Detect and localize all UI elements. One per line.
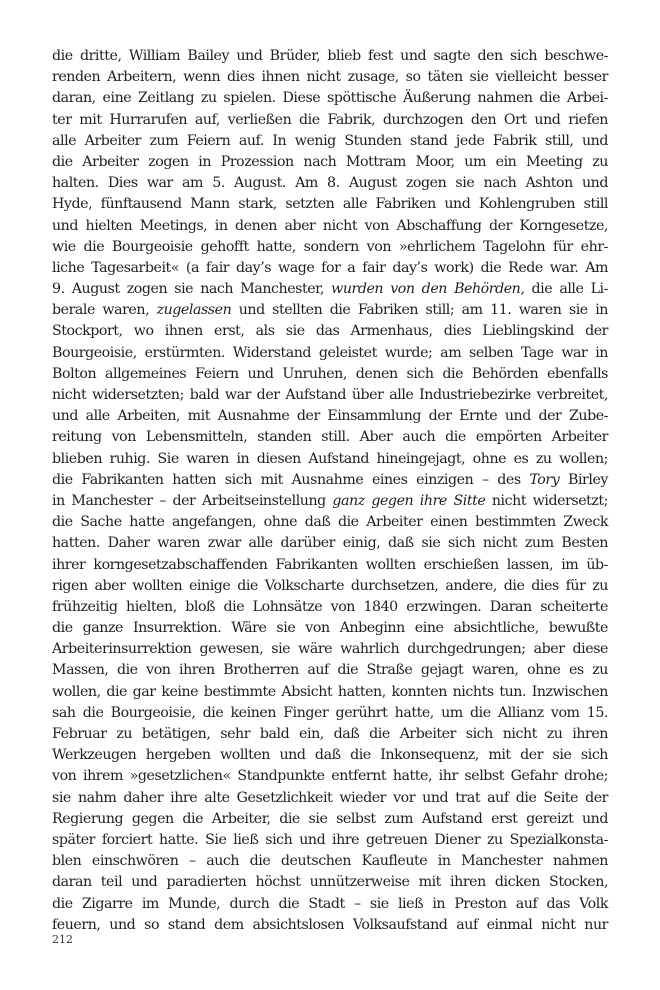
text-line <box>52 491 608 512</box>
text-line <box>52 766 608 787</box>
text-segment: und hielten Meetings, in denen aber nicht von Abschaffung der Korngesetze, <box>52 217 608 234</box>
text-segment: daran, eine Zeitlang zu spielen. Diese spöttische Äußerung nahmen die Arbei- <box>52 90 608 107</box>
text-line <box>52 427 608 448</box>
text-segment: rigen aber wollten einige die Volkscharte durchsetzen, andere, die dies für zu <box>52 577 608 594</box>
text-segment: blieben ruhig. Sie waren in diesen Aufstand hineingejagt, ohne es zu wollen; <box>52 450 608 467</box>
text-segment: Arbeiterinsurrektion gewesen, sie wäre wahrlich durchgedrungen; aber diese <box>52 641 608 658</box>
text-line <box>52 321 608 342</box>
page-number: 212 <box>52 933 73 946</box>
text-segment: berale waren, <box>52 302 157 319</box>
text-segment: 9. August zogen sie nach Manchester, <box>52 281 332 298</box>
text-segment: die ganze Insurrektion. Wäre sie von Anbeginn eine absichtliche, bewußte <box>52 620 608 637</box>
text-segment: in Manchester – der Arbeitseinstellung <box>52 492 333 509</box>
text-line <box>52 216 608 237</box>
text-line <box>52 237 608 258</box>
text-line <box>52 343 608 364</box>
text-line <box>52 364 608 385</box>
text-segment: Hyde, fünftausend Mann stark, setzten alle Fabriken und Kohlengruben still <box>52 196 608 213</box>
text-segment: nicht widersetzt; <box>485 492 609 509</box>
text-segment: die Fabrikanten hatten sich mit Ausnahme eines einzigen – des <box>52 471 530 488</box>
text-line <box>52 110 608 131</box>
text-line <box>52 173 608 194</box>
text-segment: daran teil und paradierten höchst unnützerweise mit ihren dicken Stocken, <box>52 874 608 891</box>
text-segment: Regierung gegen die Arbeiter, die sie selbst zum Aufstand erst gereizt und <box>52 810 608 827</box>
text-line <box>52 682 608 703</box>
text-line <box>52 258 608 279</box>
text-segment: wollen, die gar keine bestimmte Absicht hatten, konnten nichts tun. Inzwischen <box>52 683 608 700</box>
text-segment: die Arbeiter zogen in Prozession nach Mottram Moor, um ein Meeting zu <box>52 153 608 170</box>
text-line <box>52 576 608 597</box>
text-line <box>52 46 608 67</box>
text-segment: halten. Dies war am 5. August. Am 8. August zogen sie nach Ashton und <box>52 175 608 192</box>
text-line <box>52 131 608 152</box>
text-line <box>52 788 608 809</box>
text-line <box>52 385 608 406</box>
text-line <box>52 88 608 109</box>
text-segment: sie nahm daher ihre alte Gesetzlichkeit wieder vor und trat auf die Seite der <box>52 789 608 806</box>
text-segment: reitung von Lebensmitteln, standen still. Aber auch die empörten Arbeiter <box>52 429 608 446</box>
text-line <box>52 809 608 830</box>
text-line <box>52 406 608 427</box>
text-segment: ter mit Hurrarufen auf, verließen die Fabrik, durchzogen den Ort und riefen <box>52 111 608 128</box>
text-segment: nicht widersetzten; bald war der Aufstand über alle Industriebezirke verbreitet, <box>52 387 608 403</box>
text-segment: Werkzeugen hergeben wollten und daß die Inkonsequenz, mit der sie sich <box>52 747 608 764</box>
text-segment: die Zigarre im Munde, durch die Stadt – sie ließ in Preston auf das Volk <box>52 895 608 912</box>
text-line <box>52 618 608 639</box>
text-segment: Februar zu betätigen, sehr bald ein, daß die Arbeiter sich nicht zu ihren <box>52 726 608 742</box>
text-segment: wie die Bourgeoisie gehofft hatte, sondern von »ehrlichem Tagelohn für ehr- <box>52 238 608 255</box>
text-segment: feuern, und so stand dem absichtslosen Volksaufstand auf einmal nicht nur <box>52 916 608 933</box>
text-line <box>52 194 608 215</box>
body-text <box>52 46 608 936</box>
text-segment: die Sache hatte angefangen, ohne daß die Arbeiter einen bestimmten Zweck <box>52 514 608 531</box>
text-line <box>52 915 608 936</box>
text-line <box>52 724 608 745</box>
italic-emphasis: ganz gegen ihre Sitte <box>332 492 486 509</box>
text-line <box>52 470 608 491</box>
text-line <box>52 449 608 470</box>
text-segment: Bolton allgemeines Feiern und Unruhen, denen sich die Behörden ebenfalls <box>52 365 608 382</box>
text-segment: später forciert hatte. Sie ließ sich und ihre getreuen Diener zu Spezialkonsta- <box>52 831 608 848</box>
text-segment: ihrer korngesetzabschaffenden Fabrikanten wollten erschießen lassen, im üb- <box>52 556 608 573</box>
text-segment: die alle Li- <box>524 281 608 298</box>
text-segment: Stockport, wo ihnen erst, als sie das Armenhaus, dies Lieblingskind der <box>52 323 608 340</box>
text-line <box>52 830 608 851</box>
text-line <box>52 660 608 681</box>
text-segment: von ihrem »gesetzlichen« Standpunkte entfernt hatte, ihr selbst Gefahr drohe; <box>52 768 608 785</box>
text-line <box>52 745 608 766</box>
text-segment: blen einschwören – auch die deutschen Kaufleute in Manchester nahmen <box>52 853 608 870</box>
italic-emphasis: Tory <box>529 471 560 488</box>
text-segment: Massen, die von ihren Brotherren auf die Straße gejagt waren, ohne es zu <box>52 662 608 679</box>
text-segment: Birley <box>559 471 608 488</box>
text-line <box>52 851 608 872</box>
text-segment: sah die Bourgeoisie, die keinen Finger gerührt hatte, um die Allianz vom 15. <box>52 704 608 721</box>
text-segment: alle Arbeiter zum Feiern auf. In wenig Stunden stand jede Fabrik still, und <box>52 132 608 149</box>
text-segment: Bourgeoisie, erstürmten. Widerstand geleistet wurde; am selben Tage war in <box>52 344 608 361</box>
italic-emphasis: zugelassen <box>156 302 232 319</box>
text-line <box>52 894 608 915</box>
text-segment: renden Arbeitern, wenn dies ihnen nicht zusage, so täten sie vielleicht besser <box>52 69 608 86</box>
text-line <box>52 533 608 554</box>
text-line <box>52 67 608 88</box>
text-line <box>52 152 608 173</box>
text-segment: und alle Arbeiten, mit Ausnahme der Einsammlung der Ernte und der Zube- <box>52 408 608 425</box>
text-segment: frühzeitig hielten, bloß die Lohnsätze von 1840 erzwingen. Daran scheiterte <box>52 598 608 615</box>
text-line <box>52 639 608 660</box>
text-segment: und stellten die Fabriken still; am 11. waren sie in <box>231 302 608 319</box>
italic-emphasis: wurden von den Behörden, <box>331 281 525 298</box>
text-line <box>52 872 608 893</box>
text-line <box>52 703 608 724</box>
text-line <box>52 300 608 321</box>
text-segment: liche Tagesarbeit« (a fair day’s wage for a fair day’s work) die Rede war. Am <box>52 259 608 276</box>
text-line <box>52 555 608 576</box>
text-segment: die dritte, William Bailey und Brüder, blieb fest und sagte den sich beschwe- <box>52 48 608 64</box>
text-line <box>52 597 608 618</box>
text-line <box>52 512 608 533</box>
text-line <box>52 279 608 300</box>
text-segment: hatten. Daher waren zwar alle darüber einig, daß sie sich nicht zum Besten <box>52 535 608 552</box>
